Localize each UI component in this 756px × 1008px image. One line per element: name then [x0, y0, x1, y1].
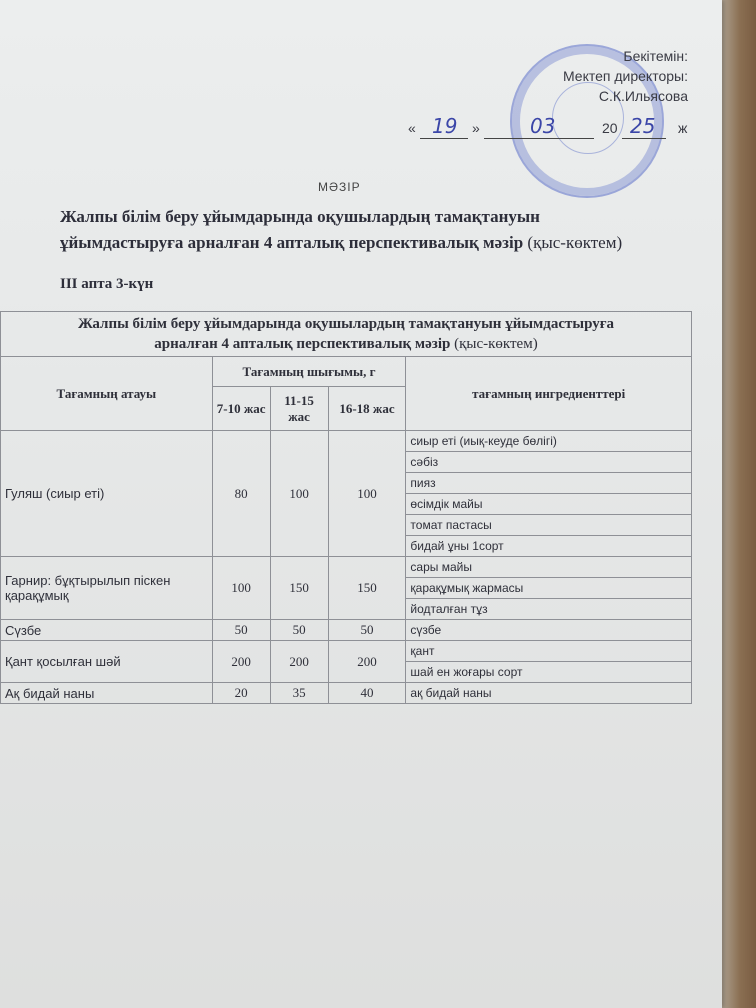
dish-yield-16-18: 200 [328, 641, 406, 683]
title-line-1: Жалпы білім беру ұйымдарында оқушылардың тамақтануын [60, 207, 540, 226]
menu-table [0, 311, 692, 704]
approval-title: Бекітемін: [623, 48, 688, 64]
dish-yield-16-18: 150 [328, 557, 406, 620]
dish-yield-11-15: 35 [270, 683, 328, 704]
dish-yield-7-10: 80 [212, 431, 270, 557]
table-header [1, 312, 692, 357]
dish-yield-16-18: 40 [328, 683, 406, 704]
date-open-quote: « [408, 120, 416, 136]
column-header-yield: Тағамның шығымы, г [212, 357, 406, 387]
ingredient-item: сүзбе [406, 620, 692, 641]
dish-yield-11-15: 50 [270, 620, 328, 641]
column-header-dish: Тағамның атауы [1, 357, 213, 431]
dish-name: Гуляш (сиыр еті) [1, 431, 213, 557]
column-header-age-16-18: 16-18 жас [328, 387, 406, 431]
ingredient-item: томат пастасы [406, 515, 692, 536]
date-year-underline [622, 138, 666, 139]
table-header-line-2-text: арналған 4 апталық перспективалық мәзір [154, 336, 451, 352]
ingredient-item: қант [406, 641, 692, 662]
dish-yield-7-10: 50 [212, 620, 270, 641]
date-year: 25 [630, 114, 656, 138]
approval-date [408, 116, 698, 142]
ingredient-item: ақ бидай наны [406, 683, 692, 704]
dish-name: Ақ бидай наны [1, 683, 213, 704]
ingredient-item: өсімдік майы [406, 494, 692, 515]
table-header-season: (қыс-көктем) [454, 336, 538, 352]
ingredient-item: йодталған тұз [406, 599, 692, 620]
approval-name: С.К.Ильясова [598, 88, 688, 104]
title-line-2 [60, 230, 700, 256]
date-day-underline [420, 138, 468, 139]
approval-block [563, 46, 688, 106]
date-year-prefix: 20 [602, 120, 618, 136]
table-header-line-1: Жалпы білім беру ұйымдарында оқушылардың тамақтануын ұйымдастыруға [77, 316, 615, 332]
column-header-age-11-15: 11-15 жас [270, 387, 328, 431]
background-surface [716, 0, 756, 1008]
week-day-label: ІІІ апта 3-күн [60, 276, 154, 292]
table-header-line-2 [5, 334, 687, 354]
dish-yield-11-15: 100 [270, 431, 328, 557]
dish-yield-16-18: 50 [328, 620, 406, 641]
menu-heading: МӘЗІР [318, 180, 361, 194]
column-header-age-7-10: 7-10 жас [212, 387, 270, 431]
date-close-quote: » [472, 120, 480, 136]
dish-name: Гарнир: бұқтырылып піскен қарақұмық [1, 557, 213, 620]
document-title [60, 204, 700, 256]
ingredient-item: сары майы [406, 557, 692, 578]
date-year-word: ж [678, 120, 688, 136]
ingredient-item: пияз [406, 473, 692, 494]
dish-yield-11-15: 200 [270, 641, 328, 683]
date-month: 03 [530, 114, 556, 138]
ingredient-item: қарақұмық жармасы [406, 578, 692, 599]
ingredient-item: сәбіз [406, 452, 692, 473]
ingredient-item: шай ен жоғары сорт [406, 662, 692, 683]
title-season: (қыс-көктем) [527, 233, 623, 252]
dish-yield-7-10: 200 [212, 641, 270, 683]
title-line-2-text: ұйымдастыруға арналған 4 апталық перспективалық мәзір [60, 233, 524, 252]
approval-position: Мектеп директоры: [562, 68, 688, 84]
column-header-ingredients: тағамның ингредиенттері [406, 357, 692, 431]
dish-yield-11-15: 150 [270, 557, 328, 620]
dish-yield-7-10: 100 [212, 557, 270, 620]
ingredient-item: сиыр еті (иық-кеуде бөлігі) [406, 431, 692, 452]
dish-name: Сүзбе [1, 620, 213, 641]
date-day: 19 [432, 114, 458, 138]
dish-name: Қант қосылған шәй [1, 641, 213, 683]
date-month-underline [484, 138, 594, 139]
dish-yield-16-18: 100 [328, 431, 406, 557]
ingredient-item: бидай ұны 1сорт [406, 536, 692, 557]
dish-yield-7-10: 20 [212, 683, 270, 704]
